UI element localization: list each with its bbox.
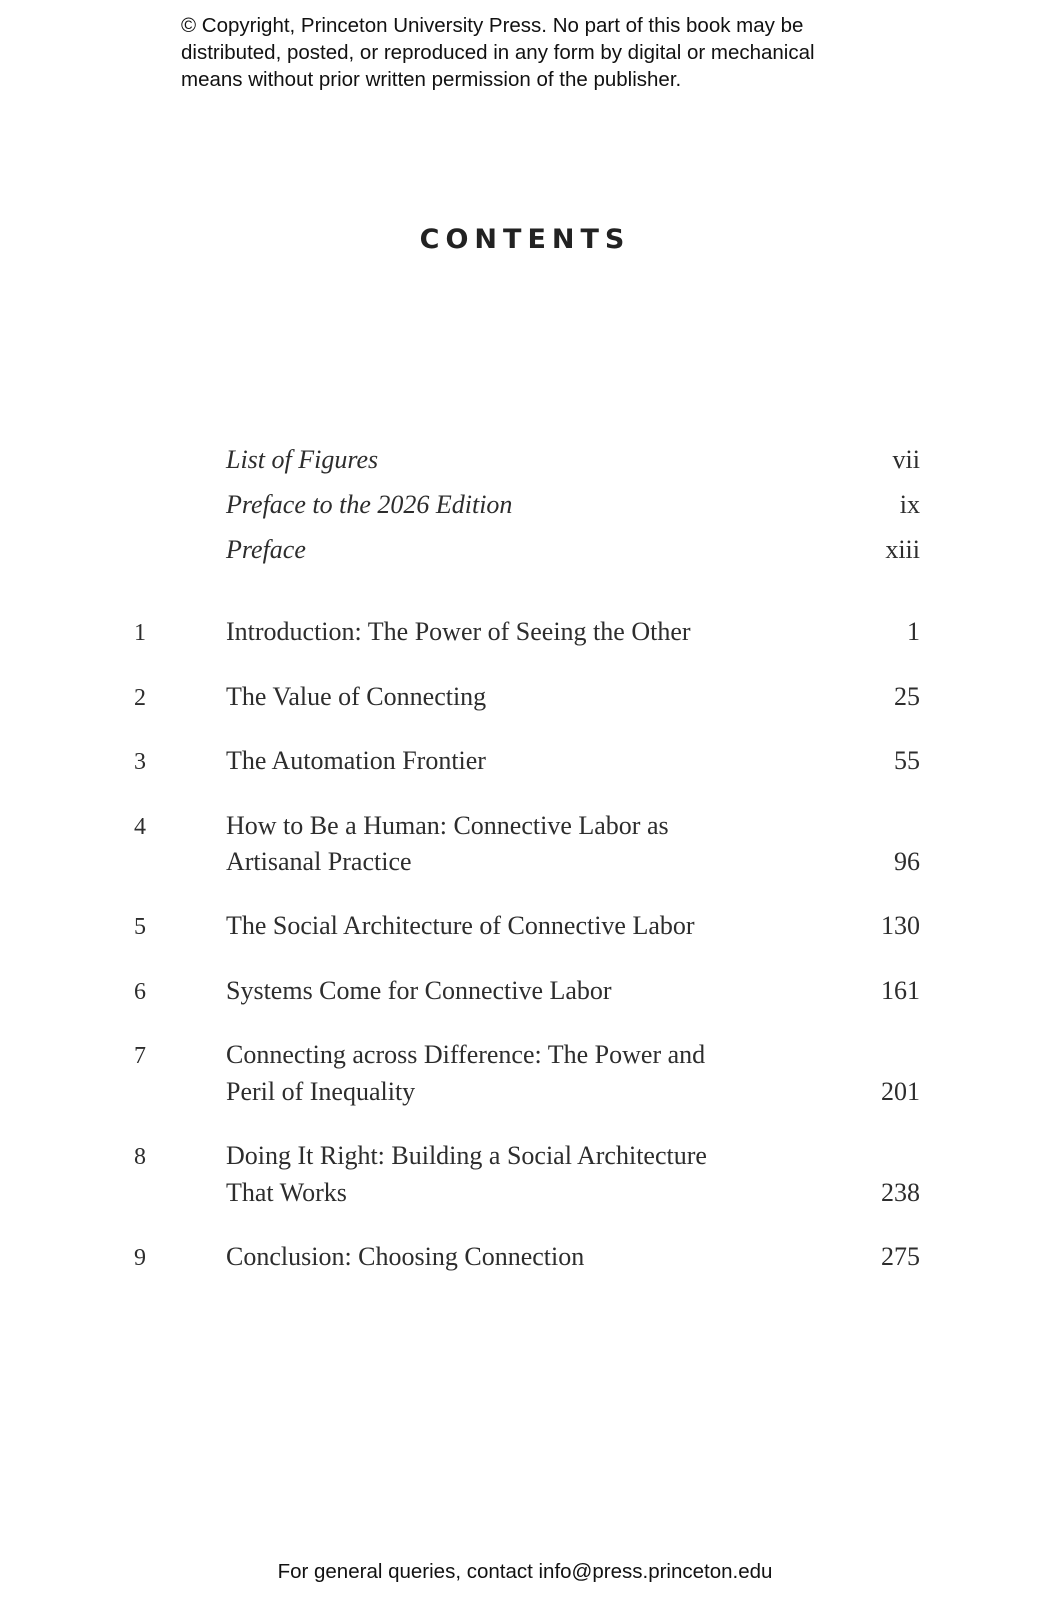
chapter-page: 275 [881, 1242, 920, 1271]
toc-entry-title: Preface to the 2026 Edition [226, 490, 513, 519]
copyright-notice [181, 12, 901, 93]
copyright-line-1: © Copyright, Princeton University Press. No part of this book may be [181, 14, 804, 37]
toc-entry-page: ix [899, 490, 920, 519]
chapter-title-line-1: Connecting across Difference: The Power and [226, 1040, 706, 1069]
toc-entry-page: vii [892, 445, 920, 474]
chapter-title: Systems Come for Connective Labor [226, 976, 612, 1005]
chapter-number: 6 [134, 979, 146, 1005]
footer-contact: For general queries, contact info@press.princeton.edu [277, 1560, 773, 1583]
chapter-title: The Social Architecture of Connective Labor [226, 911, 695, 940]
chapter-page: 130 [881, 911, 920, 940]
page-title: CONTENTS [419, 224, 631, 255]
chapter-title-line-2: Artisanal Practice [226, 847, 412, 876]
chapter-number: 2 [134, 685, 146, 711]
copyright-line-2: distributed, posted, or reproduced in any form by digital or mechanical [181, 41, 815, 64]
chapter-title-line-2: Peril of Inequality [226, 1077, 416, 1106]
chapter-number: 1 [134, 620, 146, 646]
chapter-title-line-1: Doing It Right: Building a Social Architecture [226, 1141, 707, 1170]
chapter-number: 7 [134, 1043, 146, 1069]
toc-entry-page: xiii [885, 535, 920, 564]
chapter-number: 4 [134, 814, 146, 840]
toc-entry-title: Preface [226, 535, 306, 564]
copyright-line-3: means without prior written permission of the publisher. [181, 68, 682, 91]
chapter-title: Introduction: The Power of Seeing the Other [226, 617, 691, 646]
chapter-title: Conclusion: Choosing Connection [226, 1242, 585, 1271]
chapter-number: 8 [134, 1144, 146, 1170]
chapter-number: 9 [134, 1245, 146, 1271]
chapter-page: 201 [881, 1077, 920, 1106]
toc-entry-title: List of Figures [226, 445, 379, 474]
chapter-number: 5 [134, 914, 146, 940]
chapter-page: 96 [894, 847, 920, 876]
chapter-page: 25 [894, 682, 920, 711]
chapter-title-line-1: How to Be a Human: Connective Labor as [226, 811, 669, 840]
chapter-page: 161 [881, 976, 920, 1005]
chapter-title: The Value of Connecting [226, 682, 487, 711]
chapter-number: 3 [134, 749, 146, 775]
chapter-page: 238 [881, 1178, 920, 1207]
chapter-page: 55 [894, 746, 920, 775]
chapter-page: 1 [907, 617, 920, 646]
chapter-title: The Automation Frontier [226, 746, 486, 775]
chapter-title-line-2: That Works [226, 1178, 347, 1207]
